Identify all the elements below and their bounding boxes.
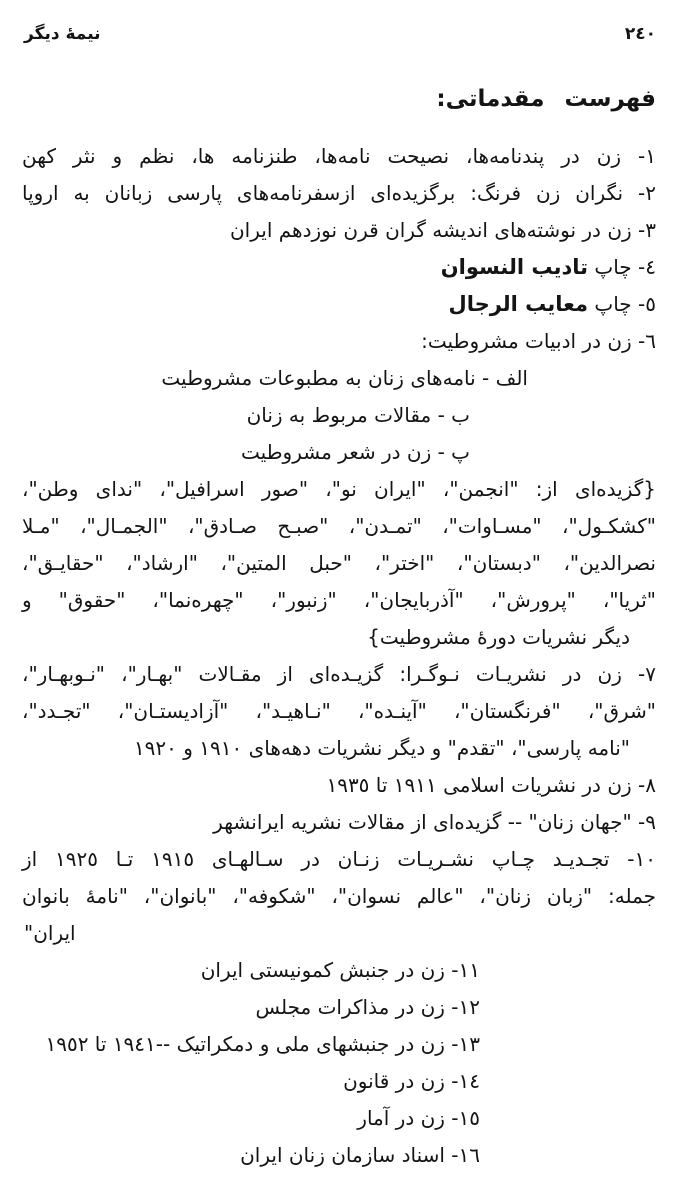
toc-line xyxy=(22,175,656,212)
toc-line xyxy=(22,1137,480,1174)
toc-line xyxy=(22,434,470,471)
toc-line xyxy=(22,767,656,804)
toc-line xyxy=(22,323,656,360)
toc-text: ب - مقالات مربوط به زنان xyxy=(246,403,470,427)
toc-text: ١٠- تجـدیـد چـاپ نشـریـات زنـان در سـالهـای ١٩١٥ تـا ١٩٢٥ از xyxy=(22,847,656,871)
toc-line xyxy=(22,286,656,323)
toc-line xyxy=(22,138,656,175)
toc-line xyxy=(22,508,656,545)
toc-text: {گزیده‌ای از: "انجمن"، "ایران نو"، "صور اسرافیل"، "ندای وطن"، xyxy=(22,477,656,501)
toc-text: ١١- زن در جنبش کمونیستی ایران xyxy=(200,958,480,982)
toc-line xyxy=(22,878,656,915)
toc-text: "ثریا"، "پرورش"، "آذربایجان"، "زنبور"، "چهره‌نما"، "حقوق" و xyxy=(22,588,656,612)
toc-line xyxy=(22,212,656,249)
toc-text: ٥- چاپ xyxy=(588,292,656,316)
toc-text: "کشکـول"، "مسـاوات"، "تمـدن"، "صبـح صـادق"، "الجمـال"، "مـلا xyxy=(22,514,656,538)
toc-line xyxy=(22,952,480,989)
journal-title: نیمهٔ دیگر xyxy=(24,24,101,44)
toc-text: ٢- نگران زن فرنگ: برگزیده‌ای ازسفرنامه‌های پارسی زبانان به اروپا xyxy=(22,181,656,205)
toc-line xyxy=(22,582,656,619)
page-title: فهرست مقدماتی: xyxy=(436,86,656,112)
toc-line xyxy=(22,397,470,434)
toc-text: جمله: "زبان زنان"، "عالم نسوان"، "شکوفه"، "بانوان"، "نامهٔ بانوان xyxy=(22,884,656,908)
toc-text: ٤- چاپ xyxy=(588,255,656,279)
toc-text: ٧- زن در نشریـات نـوگـرا: گزیـده‌ای از مقـالات "بهـار"، "نـوبهـار"، xyxy=(22,662,656,686)
toc-text: ١٢- زن در مذاکرات مجلس xyxy=(255,995,480,1019)
toc-line xyxy=(22,360,528,397)
toc-line xyxy=(22,804,656,841)
toc-text: ٨- زن در نشریات اسلامی ١٩١١ تا ١٩٣٥ xyxy=(326,773,656,797)
toc-text: ٣- زن در نوشته‌های اندیشه گران قرن نوزدهم ایران xyxy=(229,218,656,242)
book-title: تادیب النسوان xyxy=(440,255,589,279)
toc-line xyxy=(22,656,656,693)
toc-text: "نامه پارسی"، "تقدم" و دیگر نشریات دهه‌های ١٩١٠ و ١٩٢٠ xyxy=(133,736,630,760)
book-title: معایب الرجال xyxy=(448,292,589,316)
toc-line xyxy=(22,730,630,767)
toc-text: "شرق"، "فرنگستان"، "آینـده"، "نـاهیـد"، "آزادیستـان"، "تجـدد"، xyxy=(22,699,656,723)
toc-line xyxy=(22,471,656,508)
page-header xyxy=(22,24,656,44)
toc-line xyxy=(22,693,656,730)
toc-text: الف - نامه‌های زنان به مطبوعات مشروطیت xyxy=(161,366,528,390)
toc-line xyxy=(22,249,656,286)
toc-line xyxy=(24,915,656,952)
toc-text: نصرالدین"، "دبستان"، "اختر"، "حبل المتین"، "ارشاد"، "حقایـق"، xyxy=(22,551,656,575)
toc-line xyxy=(22,1026,480,1063)
toc-text: ١٦- اسناد سازمان زنان ایران xyxy=(240,1143,480,1167)
toc-text: ١٤- زن در قانون xyxy=(343,1069,480,1093)
toc-line xyxy=(22,841,656,878)
toc-line xyxy=(22,1063,480,1100)
toc-line xyxy=(22,1100,480,1137)
toc-text: ١٥- زن در آمار xyxy=(357,1106,480,1130)
toc-text: ایران" xyxy=(24,921,76,945)
toc-text: ٩- "جهان زنان" -- گزیده‌ای از مقالات نشریه ایرانشهر xyxy=(213,810,656,834)
toc-line xyxy=(22,545,656,582)
toc-text: ٦- زن در ادبیات مشروطیت: xyxy=(421,329,656,353)
toc-text: ١٣- زن در جنبشهای ملی و دمکراتیک --١٩٤١ تا ١٩٥٢ xyxy=(45,1032,480,1056)
toc-line xyxy=(22,989,480,1026)
toc-list xyxy=(22,138,656,1174)
toc-text: ١- زن در پندنامه‌ها، نصیحت نامه‌ها، طنزنامه ها، نظم و نثر کهن xyxy=(22,144,656,168)
toc-text: دیگر نشریات دورهٔ مشروطیت} xyxy=(367,625,630,649)
page-number: ٢٤٠ xyxy=(624,24,656,44)
toc-line xyxy=(22,619,630,656)
toc-text: پ - زن در شعر مشروطیت xyxy=(240,440,470,464)
